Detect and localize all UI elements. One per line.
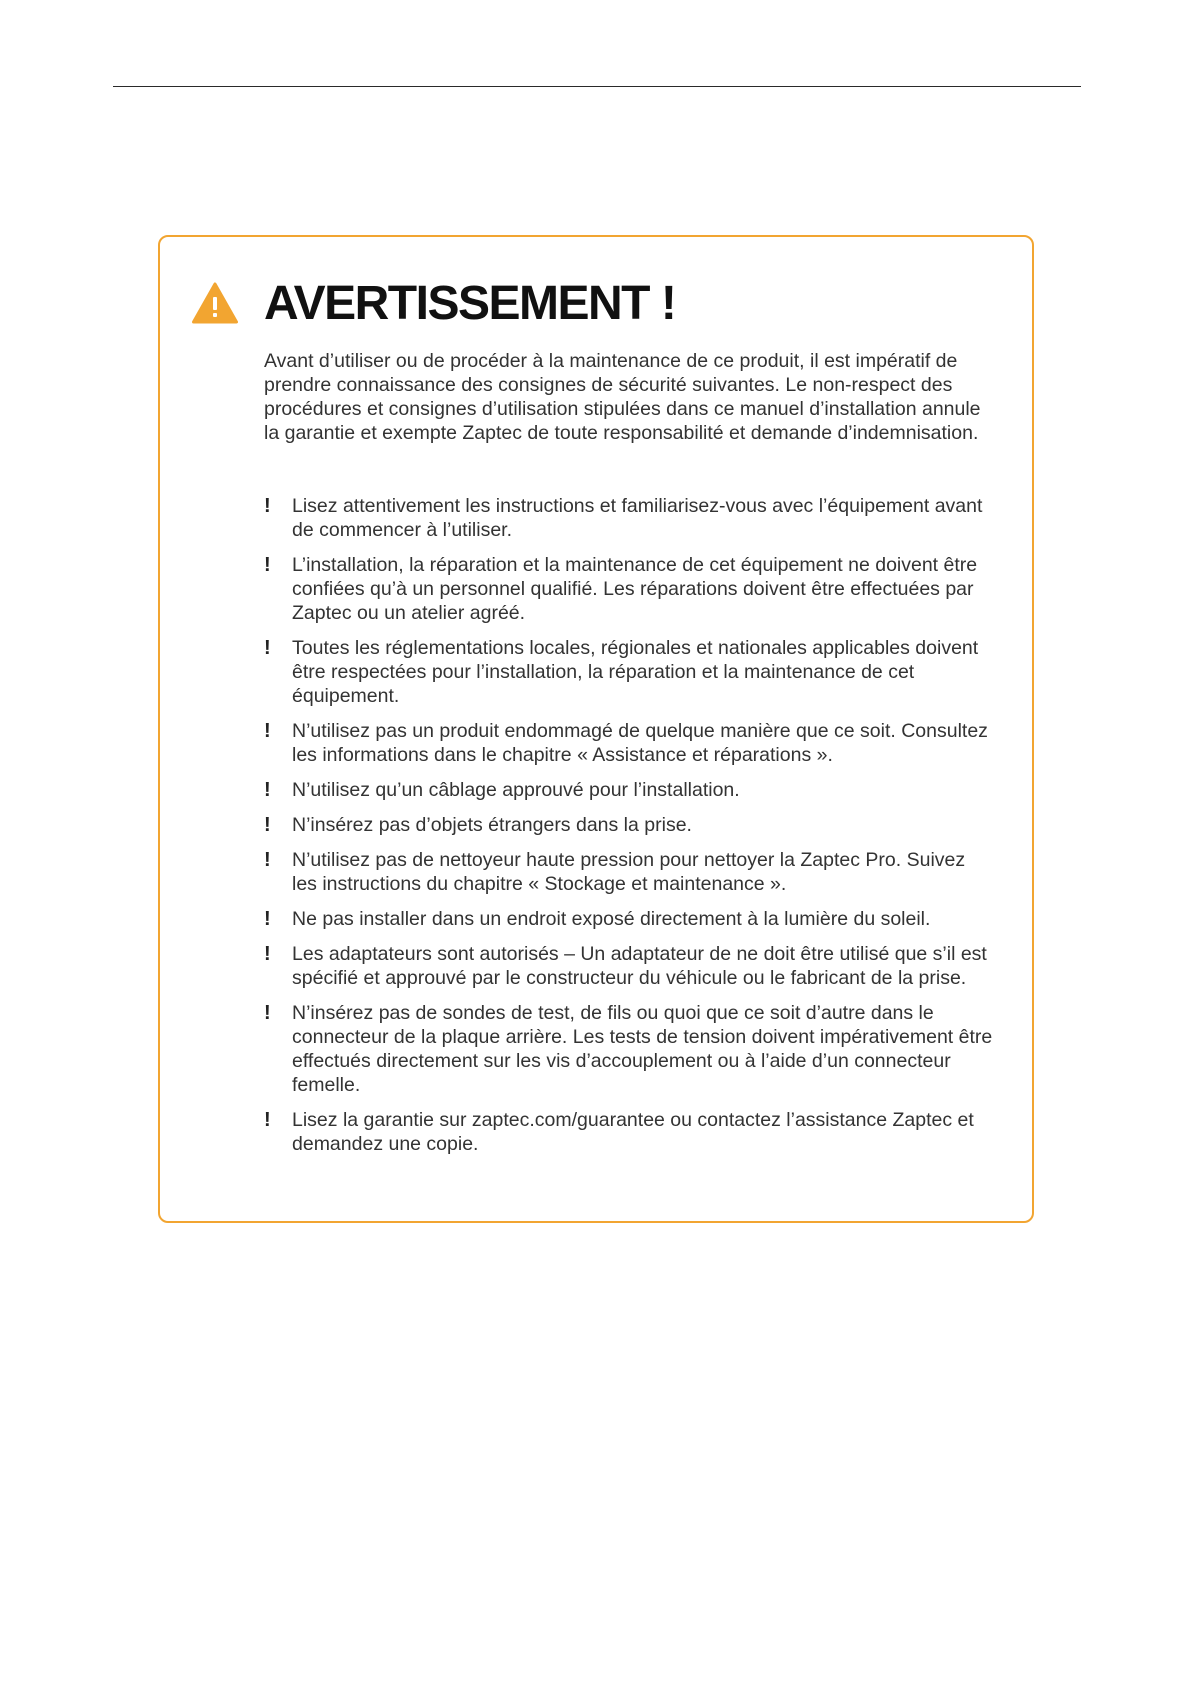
exclamation-icon: ! bbox=[264, 908, 271, 930]
list-item-text: N’insérez pas de sondes de test, de fils ou quoi que ce soit d’autre dans le connecteur de la plaque arrière. Les tests de tension doivent impérativement être effectués directement sur les vis d’accouplement ou à l’aide d’un connecteur femelle. bbox=[292, 1002, 993, 1096]
list-item-text: Lisez la garantie sur zaptec.com/guarantee ou contactez l’assistance Zaptec et demandez une copie. bbox=[292, 1109, 974, 1155]
list-item bbox=[264, 942, 994, 990]
list-item-text: N’insérez pas d’objets étrangers dans la prise. bbox=[292, 814, 692, 836]
list-item bbox=[264, 813, 994, 837]
exclamation-icon: ! bbox=[264, 849, 271, 871]
exclamation-icon: ! bbox=[264, 1002, 271, 1024]
list-item-text: Toutes les réglementations locales, régionales et nationales applicables doivent être respectées pour l’installation, la réparation et la maintenance de cet équipement. bbox=[292, 637, 979, 707]
list-item-text: Lisez attentivement les instructions et familiarisez-vous avec l’équipement avant de commencer à l’utiliser. bbox=[292, 495, 983, 541]
list-item bbox=[264, 1001, 994, 1097]
exclamation-icon: ! bbox=[264, 554, 271, 576]
exclamation-icon: ! bbox=[264, 779, 271, 801]
exclamation-icon: ! bbox=[264, 1109, 271, 1131]
list-item bbox=[264, 907, 994, 931]
exclamation-icon: ! bbox=[264, 943, 271, 965]
exclamation-icon: ! bbox=[264, 720, 271, 742]
list-item-text: Les adaptateurs sont autorisés – Un adaptateur de ne doit être utilisé que s’il est spécifié et approuvé par le constructeur du véhicule ou le fabricant de la prise. bbox=[292, 943, 987, 989]
warning-box bbox=[158, 235, 1034, 1223]
warning-intro: Avant d’utiliser ou de procéder à la maintenance de ce produit, il est impératif de prendre connaissance des consignes de sécurité suivantes. Le non-respect des procédures et consignes d’utilisation stipulées dans ce manuel d’installation annule la garantie et exempte Zaptec de toute responsabilité et demande d’indemnisation. bbox=[264, 350, 981, 444]
warning-title: AVERTISSEMENT ! bbox=[264, 277, 676, 330]
list-item-text: N’utilisez pas de nettoyeur haute pression pour nettoyer la Zaptec Pro. Suivez les instructions du chapitre « Stockage et maintenance ». bbox=[292, 849, 966, 895]
list-item-text: L’installation, la réparation et la maintenance de cet équipement ne doivent être confiées qu’à un personnel qualifié. Les réparations doivent être effectuées par Zaptec ou un atelier agréé. bbox=[292, 554, 978, 624]
header-rule bbox=[113, 86, 1081, 87]
list-item-text: N’utilisez pas un produit endommagé de quelque manière que ce soit. Consultez les informations dans le chapitre « Assistance et réparations ». bbox=[292, 720, 988, 766]
list-item-text: Ne pas installer dans un endroit exposé directement à la lumière du soleil. bbox=[292, 908, 931, 930]
list-item bbox=[264, 848, 994, 896]
safety-instructions-list bbox=[264, 494, 994, 1167]
list-item bbox=[264, 1108, 994, 1156]
list-item-text: N’utilisez qu’un câblage approuvé pour l’installation. bbox=[292, 779, 740, 801]
list-item bbox=[264, 719, 994, 767]
list-item bbox=[264, 494, 994, 542]
exclamation-icon: ! bbox=[264, 637, 271, 659]
exclamation-icon: ! bbox=[264, 495, 271, 517]
warning-triangle-icon bbox=[192, 282, 238, 324]
list-item bbox=[264, 636, 994, 708]
list-item bbox=[264, 553, 994, 625]
exclamation-icon: ! bbox=[264, 814, 271, 836]
list-item bbox=[264, 778, 994, 802]
